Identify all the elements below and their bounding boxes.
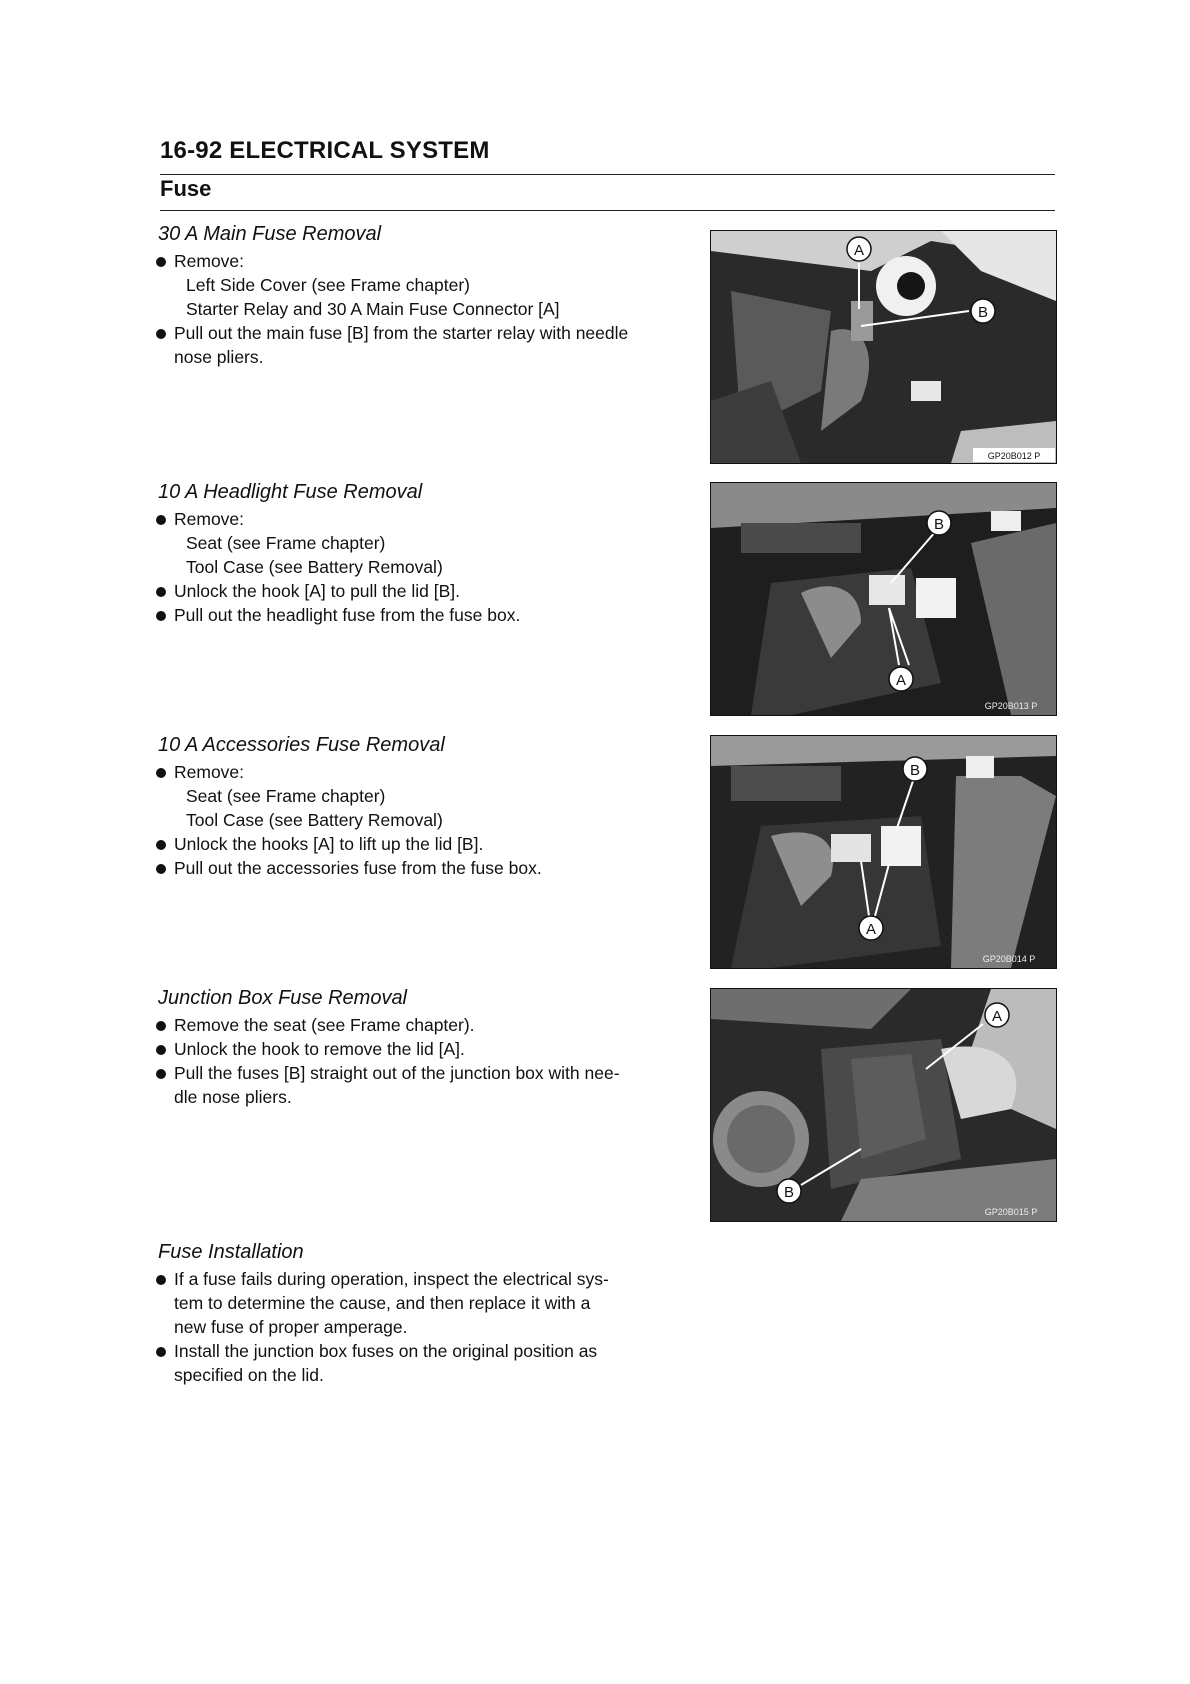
- step-text: Remove:: [152, 507, 692, 531]
- chapter-title: 16-92 ELECTRICAL SYSTEM: [160, 137, 490, 164]
- step-subitem: Left Side Cover (see Frame chapter): [186, 275, 471, 295]
- callout-label: A: [865, 921, 877, 938]
- step-text: Pull out the main fuse [B] from the starter relay with needle: [152, 321, 692, 345]
- procedure-title: 10 A Accessories Fuse Removal: [158, 734, 445, 756]
- step-text: If a fuse fails during operation, inspect the electrical sys-: [152, 1267, 692, 1291]
- step-text: Pull out the headlight fuse from the fuse box.: [152, 603, 692, 627]
- step-text: Remove the seat (see Frame chapter).: [152, 1013, 692, 1037]
- callout-label: B: [783, 1184, 795, 1201]
- procedure-fuse-installation: [152, 1240, 692, 1387]
- section-rule: [160, 210, 1055, 211]
- step-text: Pull out the accessories fuse from the fuse box.: [152, 856, 692, 880]
- procedure-main-fuse-removal: [152, 222, 692, 369]
- procedure-accessories-fuse-removal: [152, 733, 692, 880]
- callout-label: B: [977, 304, 989, 321]
- figure-code: GP20B013 P: [984, 701, 1038, 711]
- figure-headlight-fuse: [710, 482, 1057, 716]
- step-text: Install the junction box fuses on the original position as: [152, 1339, 692, 1363]
- step-text: Unlock the hook to remove the lid [A].: [152, 1037, 692, 1061]
- section-title: Fuse: [160, 176, 212, 201]
- figure-accessories-fuse: [710, 735, 1057, 969]
- procedure-title: Fuse Installation: [158, 1241, 304, 1263]
- procedure-title: 30 A Main Fuse Removal: [158, 223, 382, 245]
- callout-label: B: [909, 762, 921, 779]
- callout-label: A: [853, 242, 865, 259]
- step-subitem: Seat (see Frame chapter): [186, 533, 386, 553]
- step-text: Unlock the hooks [A] to lift up the lid [B].: [152, 832, 692, 856]
- step-subitem: Starter Relay and 30 A Main Fuse Connector [A]: [186, 299, 560, 319]
- step-continuation: new fuse of proper amperage.: [174, 1317, 408, 1337]
- page-header: [160, 136, 1055, 166]
- callout-label: A: [895, 672, 907, 689]
- step-continuation: tem to determine the cause, and then replace it with a: [174, 1293, 591, 1313]
- header-rule: [160, 174, 1055, 175]
- figure-code: GP20B014 P: [982, 954, 1036, 964]
- step-subitem: Tool Case (see Battery Removal): [186, 557, 443, 577]
- step-continuation: dle nose pliers.: [174, 1087, 292, 1107]
- callout-label: A: [991, 1008, 1003, 1025]
- step-text: Remove:: [152, 249, 692, 273]
- step-text: Remove:: [152, 760, 692, 784]
- step-continuation: nose pliers.: [174, 347, 264, 367]
- figure-junction-box-fuse: [710, 988, 1057, 1222]
- figure-code: GP20B012 P: [987, 451, 1041, 461]
- step-continuation: specified on the lid.: [174, 1365, 324, 1385]
- step-text: Pull the fuses [B] straight out of the junction box with nee-: [152, 1061, 692, 1085]
- figure-main-fuse: [710, 230, 1057, 464]
- step-text: Unlock the hook [A] to pull the lid [B].: [152, 579, 692, 603]
- step-subitem: Seat (see Frame chapter): [186, 786, 386, 806]
- figure-code: GP20B015 P: [984, 1207, 1038, 1217]
- procedure-headlight-fuse-removal: [152, 480, 692, 627]
- procedure-junction-box-fuse-removal: [152, 986, 692, 1109]
- procedure-title: 10 A Headlight Fuse Removal: [158, 481, 423, 503]
- step-subitem: Tool Case (see Battery Removal): [186, 810, 443, 830]
- procedure-title: Junction Box Fuse Removal: [158, 987, 408, 1009]
- callout-label: B: [933, 516, 945, 533]
